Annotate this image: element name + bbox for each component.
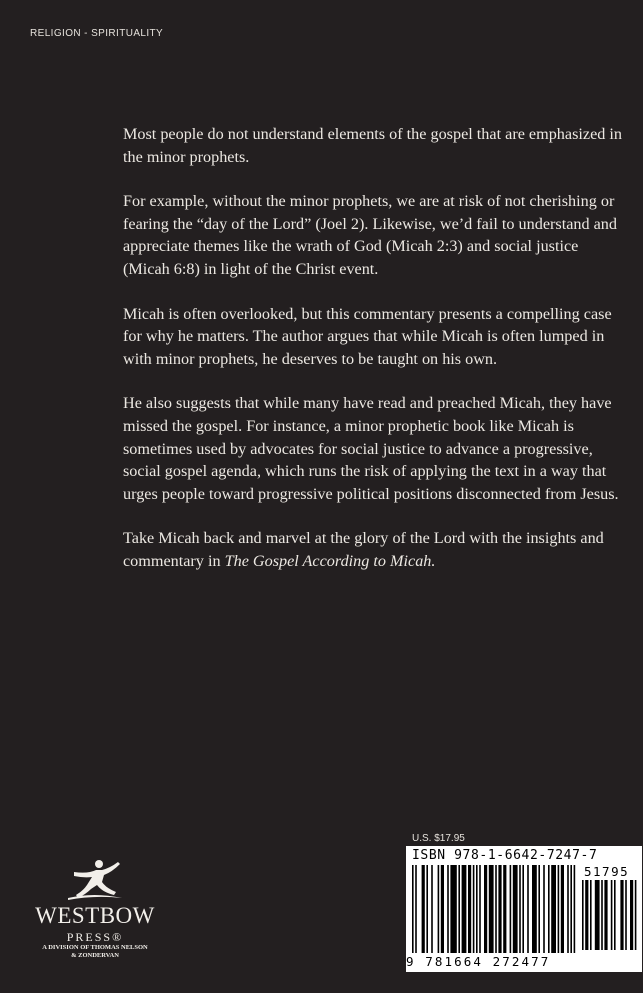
division-line-2: & ZONDERVAN	[71, 952, 119, 959]
runner-figure-icon	[66, 858, 124, 902]
publisher-division	[20, 944, 170, 960]
blurb-paragraph-5	[123, 527, 623, 572]
blurb-closing-text: Take Micah back and marvel at the glory of the Lord with the insights and commentary in	[123, 529, 604, 570]
back-cover-blurb	[123, 123, 623, 595]
price-label: U.S. $17.95	[412, 833, 465, 844]
blurb-paragraph-4: He also suggests that while many have read and preached Micah, they have missed the gospel. For instance, a minor prophetic book like Micah is sometimes used by advocates for social justice to advance a progressive, social gospel agenda, which runs the risk of applying the text in a way that urges people toward progressive political positions disconnected from Jesus.	[123, 394, 619, 503]
category-label: RELIGION - SPIRITUALITY	[30, 28, 164, 39]
barcode	[406, 846, 642, 972]
addon-barcode-bars	[582, 880, 638, 968]
ean-barcode-bars	[412, 865, 578, 957]
isbn-text: ISBN 978-1-6642-7247-7	[412, 848, 598, 863]
publisher-logo	[20, 858, 170, 968]
blurb-paragraph-2: For example, without the minor prophets, we are at risk of not cherishing or fearing the “day of the Lord” (Joel 2). Likewise, we’d fail to understand and appreciate themes like the wrath of God (Micah 2:3) and social justice (Micah 6:8) in light of the Christ event.	[123, 192, 617, 278]
publisher-press: PRESS®	[66, 930, 124, 944]
blurb-paragraph-1: Most people do not understand elements of the gospel that are emphasized in the minor prophets.	[123, 125, 622, 166]
publisher-name: WESTBOW	[35, 903, 155, 928]
book-title: The Gospel According to Micah.	[224, 551, 436, 570]
division-line-1: A DIVISION OF THOMAS NELSON	[42, 944, 148, 951]
ean-digits: 9 781664 272477	[406, 954, 551, 969]
addon-digits: 51795	[584, 864, 630, 879]
blurb-paragraph-3: Micah is often overlooked, but this commentary presents a compelling case for why he matters. The author argues that while Micah is often lumped in with minor prophets, he deserves to be taught on his own.	[123, 304, 612, 368]
